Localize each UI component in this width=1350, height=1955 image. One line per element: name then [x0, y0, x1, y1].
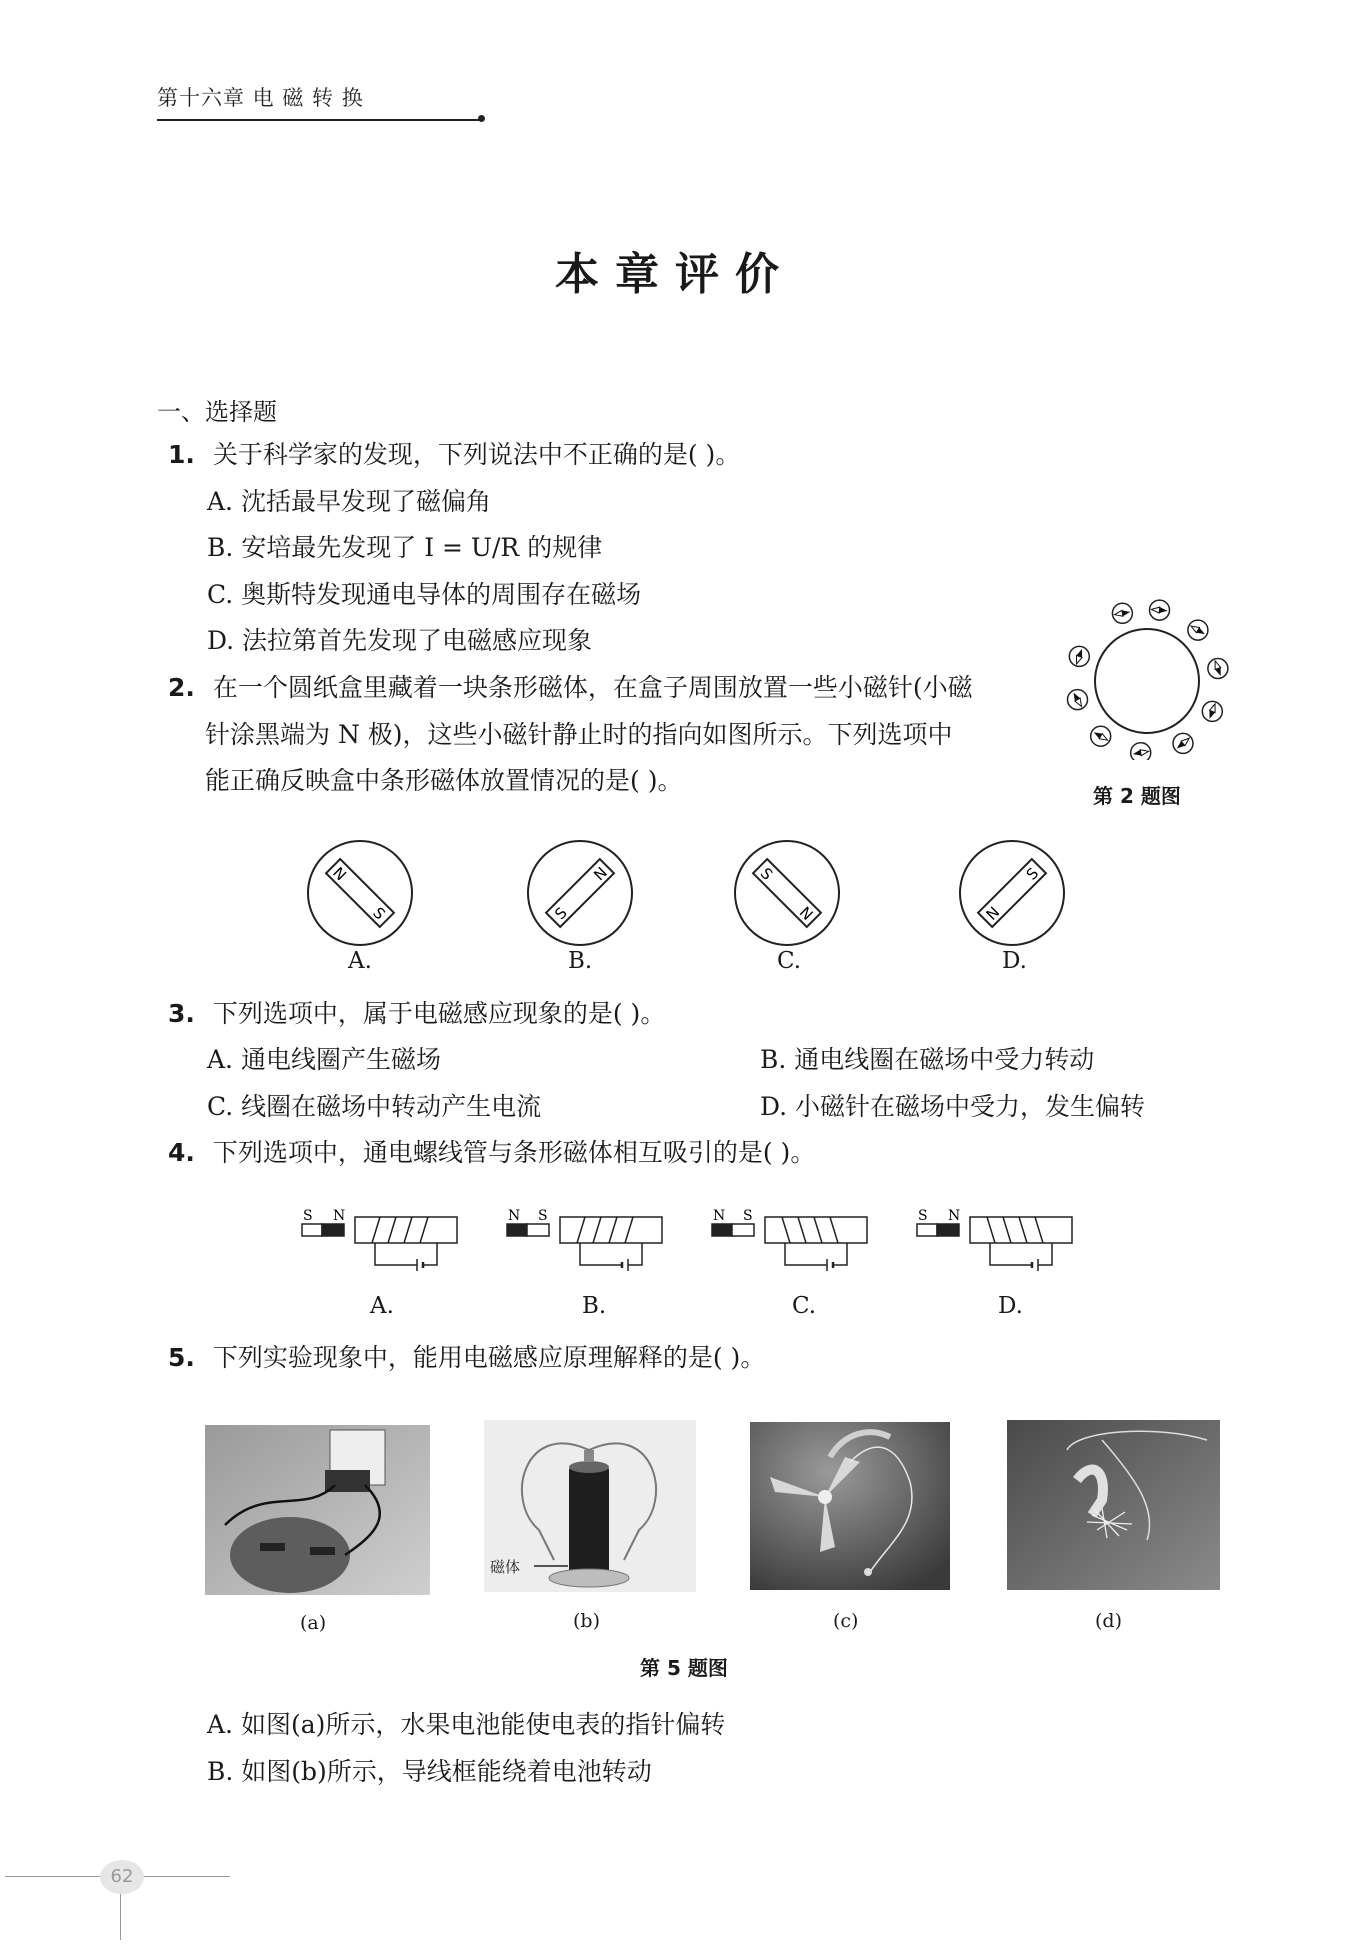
page-number: 62 — [100, 1860, 144, 1894]
question-number: 5. — [168, 1343, 195, 1372]
q5-photo-b-label: (b) — [573, 1610, 600, 1632]
magnet-right-pole: S — [743, 1208, 753, 1224]
question-line-2: 针涂黑端为 N 极)，这些小磁针静止时的指向如图所示。下列选项中 — [205, 720, 953, 749]
question-stem: 下列选项中，通电螺线管与条形磁体相互吸引的是( )。 — [212, 1138, 816, 1167]
q2-choice-a-label: A. — [348, 948, 372, 974]
compass-needle — [1173, 733, 1193, 753]
compass-needle — [1131, 743, 1151, 760]
q5-photo-c-label: (c) — [833, 1610, 859, 1632]
q4-choice-b-diagram — [505, 1205, 675, 1295]
q4-choice-b-label: B. — [582, 1293, 607, 1319]
q1-option-c: C. 奥斯特发现通电导体的周围存在磁场 — [207, 580, 642, 609]
magnet-left-pole: S — [918, 1208, 928, 1224]
q2-compass-ring-figure — [1055, 595, 1235, 760]
q4-choice-c-label: C. — [792, 1293, 817, 1319]
q2-choice-a-diagram — [305, 838, 415, 948]
q5-photo-b-wire-frame-battery — [484, 1420, 696, 1592]
magnet-left-pole: S — [303, 1208, 313, 1224]
compass-needles — [1068, 600, 1228, 760]
magnet-pole-label: N — [590, 863, 611, 885]
q5-photo-a-label: (a) — [300, 1612, 327, 1634]
question-4 — [168, 1136, 815, 1170]
q2-choice-b-diagram — [525, 838, 635, 948]
question-2 — [168, 671, 973, 705]
compass-needle — [1091, 726, 1111, 746]
magnet-pole-label: N — [329, 863, 350, 885]
q1-option-a: A. 沈括最早发现了磁偏角 — [207, 487, 491, 516]
q5-photo-d-steel-wool — [1007, 1420, 1220, 1590]
question-stem: 下列实验现象中，能用电磁感应原理解释的是( )。 — [212, 1343, 766, 1372]
q2-choice-d-label: D. — [1002, 948, 1027, 974]
q5-photo-d-label: (d) — [1095, 1610, 1122, 1632]
question-stem: 关于科学家的发现，下列说法中不正确的是( )。 — [212, 440, 741, 469]
question-line-3: 能正确反映盒中条形磁体放置情况的是( )。 — [205, 766, 683, 795]
magnet-pole-label: N — [982, 903, 1004, 924]
q5-option-b: B. 如图(b)所示，导线框能绕着电池转动 — [207, 1757, 652, 1786]
compass-needle — [1068, 690, 1088, 710]
magnet-label: 磁体 — [490, 1558, 521, 1576]
q1-option-d: D. 法拉第首先发现了电磁感应现象 — [207, 626, 593, 655]
question-number: 3. — [168, 999, 195, 1028]
q4-choice-c-diagram — [710, 1205, 880, 1295]
magnet-right-pole: N — [948, 1208, 961, 1224]
q2-choice-c-label: C. — [777, 948, 802, 974]
q5-figure-caption: 第 5 题图 — [640, 1656, 728, 1680]
q2-choice-d-diagram — [957, 838, 1067, 948]
magnet-pole-label: S — [369, 903, 389, 924]
page-title: 本章评价 — [555, 249, 795, 300]
q4-choices — [300, 1205, 1100, 1325]
q5-option-a: A. 如图(a)所示，水果电池能使电表的指针偏转 — [207, 1710, 726, 1739]
question-3 — [168, 997, 665, 1031]
compass-needle — [1069, 646, 1089, 666]
compass-needle — [1188, 620, 1208, 640]
compass-needle — [1202, 701, 1222, 721]
magnet-left-pole: N — [508, 1208, 521, 1224]
chapter-header: 第十六章 电 磁 转 换 — [157, 86, 364, 110]
q3-option-b: B. 通电线圈在磁场中受力转动 — [760, 1045, 1095, 1074]
magnet-right-pole: S — [538, 1208, 548, 1224]
question-number: 1. — [168, 440, 195, 469]
q1-option-b: B. 安培最先发现了 I = U/R 的规律 — [207, 533, 603, 562]
q4-choice-d-diagram — [915, 1205, 1085, 1295]
q2-figure-caption: 第 2 题图 — [1093, 784, 1181, 808]
question-1 — [168, 438, 740, 472]
question-stem: 下列选项中，属于电磁感应现象的是( )。 — [212, 999, 666, 1028]
question-number: 4. — [168, 1138, 195, 1167]
header-rule — [157, 119, 482, 121]
compass-needle — [1150, 600, 1170, 620]
q5-photo-a-fruit-battery — [205, 1425, 430, 1595]
question-line-1: 在一个圆纸盒里藏着一块条形磁体，在盒子周围放置一些小磁针(小磁 — [212, 673, 973, 702]
q4-choice-d-label: D. — [998, 1293, 1023, 1319]
compass-needle — [1112, 603, 1132, 623]
q4-choice-a-diagram — [300, 1205, 470, 1295]
magnet-left-pole: N — [713, 1208, 726, 1224]
compass-needle — [1208, 659, 1228, 679]
magnet-pole-label: S — [551, 903, 571, 924]
q3-option-d: D. 小磁针在磁场中受力，发生偏转 — [760, 1092, 1146, 1121]
q4-choice-a-label: A. — [370, 1293, 394, 1319]
magnet-pole-label: S — [756, 864, 777, 884]
q2-choice-b-label: B. — [568, 948, 593, 974]
header-rule-dot — [478, 115, 485, 122]
q3-option-c: C. 线圈在磁场中转动产生电流 — [207, 1092, 542, 1121]
magnet-pole-label: N — [795, 903, 817, 924]
q2-choices — [305, 838, 1105, 988]
q3-option-a: A. 通电线圈产生磁场 — [207, 1045, 441, 1074]
section-heading: 一、选择题 — [157, 398, 277, 426]
magnet-pole-label: S — [1022, 864, 1043, 884]
q5-photo-c-fan — [750, 1422, 950, 1590]
question-5 — [168, 1341, 765, 1375]
q2-choice-c-diagram — [732, 838, 842, 948]
magnet-right-pole: N — [333, 1208, 346, 1224]
question-number: 2. — [168, 673, 195, 702]
